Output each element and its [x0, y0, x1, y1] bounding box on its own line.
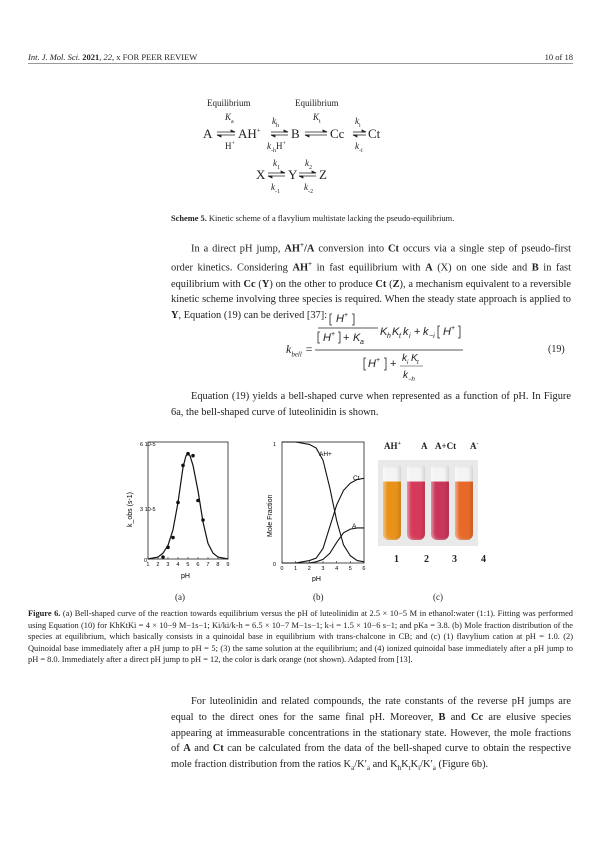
scheme-AH: AH+ [238, 126, 261, 141]
equation-lhs: $k_{bell}$ = [286, 342, 313, 359]
data-point [166, 546, 170, 550]
scheme-X: X [256, 167, 266, 182]
svg-text:h: h [387, 333, 391, 340]
vial-label-2: A [421, 441, 428, 451]
data-point [161, 555, 165, 559]
svg-text:+: + [414, 326, 421, 338]
scheme-Y: Y [288, 167, 298, 182]
x-tick-label: 5 [186, 562, 190, 568]
svg-text:k: k [423, 326, 429, 338]
vial [383, 466, 401, 540]
data-point [176, 501, 180, 505]
y-tick-label: 0 [144, 558, 148, 564]
paragraph-3: For luteolinidin and related compounds, the rate constants of the reverse pH jumps are equal to the direct ones for the same final pH. Moreover, B and Cc are elusive species appearing at immeasurable concentrations in the stationary state. However, the mole fractions of A and Ct can be calculated from the data of the bell-shaped curve to obtain the respective mole fraction distribution from the ratios $K_a/K'_a$ and $K_hK_tK_i/K'_a$ (Figure 6b). [171, 696, 571, 773]
scheme-k1: $k_1$ [273, 158, 280, 171]
scheme-k-1: $k_{-1}$ [271, 182, 280, 195]
svg-text:K: K [392, 326, 400, 338]
svg-text:+: + [376, 357, 381, 364]
vial [407, 466, 425, 540]
series-label-ah: AH+ [319, 451, 332, 458]
equation-19 [280, 308, 500, 388]
panel-label-c: (c) [433, 592, 443, 602]
x-tick-label: 4 [335, 566, 339, 572]
header-rest: , x FOR PEER REVIEW [112, 52, 198, 62]
svg-text:k: k [403, 326, 409, 338]
scheme-k2: $k_2$ [305, 158, 312, 171]
vial [455, 466, 473, 540]
y-tick-label: 3 10-5 [140, 507, 156, 513]
figure-6b-chart [262, 432, 377, 582]
page-number: 10 of 18 [544, 52, 573, 62]
svg-text:H: H [443, 326, 451, 338]
svg-text:H: H [323, 332, 331, 344]
vials-photo [378, 460, 478, 546]
svg-text:+: + [331, 331, 336, 338]
vial-number-2: 2 [424, 554, 429, 565]
x-tick-label: 3 [166, 562, 170, 568]
journal-year: 2021 [82, 52, 100, 62]
x-tick-label: 6 [362, 566, 366, 572]
data-point [201, 518, 205, 522]
vial-label-4: A- [470, 441, 479, 451]
scheme-Z: Z [319, 167, 327, 182]
journal-name: Int. J. Mol. Sci. [28, 52, 81, 62]
scheme-k-2: $k_{-2}$ [304, 182, 313, 195]
series-line [282, 528, 364, 563]
scheme-Ct: Ct [368, 126, 381, 141]
svg-text:K: K [353, 332, 361, 344]
svg-text:+: + [344, 312, 349, 319]
x-tick-label: 4 [176, 562, 180, 568]
scheme-ki: $k_i$ [355, 116, 361, 129]
fit-curve [148, 454, 228, 559]
x-tick-label: 2 [307, 566, 311, 572]
scheme-eq-label-2: Equilibrium [295, 98, 339, 108]
scheme-Kt: $K_t$ [313, 112, 321, 125]
panel-label-a: (a) [175, 592, 185, 602]
x-axis-label: pH [312, 576, 321, 582]
svg-text:k: k [402, 353, 407, 364]
equation-number: (19) [548, 344, 565, 355]
vial [431, 466, 449, 540]
header-rule [28, 63, 573, 64]
x-axis-label: pH [181, 573, 190, 580]
data-point [196, 499, 200, 503]
running-header: Int. J. Mol. Sci. 2021, 22, x FOR PEER REVIEW [28, 52, 198, 62]
svg-text:+: + [451, 325, 456, 332]
svg-text:i: i [407, 360, 409, 366]
figure-6c-photo [378, 440, 486, 570]
vial-label-1: AH+ [384, 441, 401, 451]
scheme-eq-label-1: Equilibrium [207, 98, 251, 108]
svg-text:K: K [411, 353, 418, 364]
x-tick-label: 5 [348, 566, 352, 572]
y-axis-label: Mole Fraction [267, 494, 274, 537]
x-tick-label: 9 [226, 562, 230, 568]
plot-frame [148, 442, 228, 559]
scheme-k-h: $k_{-h}H^+$ [267, 141, 286, 154]
scheme-kh: $k_h$ [272, 116, 279, 129]
figure-6a-chart [110, 432, 240, 582]
x-tick-label: 1 [294, 566, 298, 572]
data-point [191, 454, 195, 458]
x-tick-label: 3 [321, 566, 325, 572]
x-tick-label: 7 [206, 562, 210, 568]
y-tick-label: 0 [273, 562, 277, 568]
svg-text:−h: −h [408, 377, 415, 383]
scheme-B: B [291, 126, 300, 141]
data-point [171, 536, 175, 540]
x-tick-label: 8 [216, 562, 220, 568]
vial-label-3: A+Ct [435, 441, 457, 451]
y-axis-label: k_obs (s-1) [127, 491, 134, 527]
svg-text:H: H [336, 313, 344, 325]
kinetic-scheme [195, 96, 425, 196]
svg-text:t: t [417, 360, 419, 366]
journal-volume: 22 [103, 52, 113, 62]
vial-number-3: 3 [452, 554, 457, 565]
svg-text:t: t [399, 333, 401, 340]
svg-text:−i: −i [429, 333, 435, 340]
paragraph-2: Equation (19) yields a bell-shaped curve when represented as a function of pH. In Figure 6a, the bell-shaped curve of luteolinidin is shown. [171, 391, 571, 418]
x-tick-label: 1 [146, 562, 150, 568]
svg-text:+: + [390, 358, 397, 370]
series-line [282, 478, 364, 563]
y-tick-label: 6 10-5 [140, 442, 156, 448]
svg-text:a: a [360, 339, 364, 346]
svg-text:K: K [380, 326, 388, 338]
scheme-Cc: Cc [330, 126, 345, 141]
panel-label-b: (b) [313, 592, 324, 602]
scheme-caption: Scheme 5. Kinetic scheme of a flavylium multistate lacking the pseudo-equilibrium. [171, 214, 455, 223]
series-line [282, 442, 364, 562]
series-label-ct: Ct [353, 475, 360, 482]
x-tick-label: 6 [196, 562, 200, 568]
scheme-Hplus: H+ [225, 141, 235, 151]
x-tick-label: 0 [280, 566, 284, 572]
scheme-Ka: $K_a$ [225, 112, 234, 125]
series-label-a: A [352, 523, 357, 530]
svg-text:k: k [403, 370, 408, 381]
paragraph-1: In a direct pH jump, AH+/A conversion into Ct occurs via a single step of pseudo-first order kinetics. Considering AH+ in fast equilibrium with A (X) on one side and B in fast equilibrium with Cc (Y) on the other to produce Ct (Z), a mechanism equivalent to a reversible kinetic scheme involving three species is required. When the steady state approach is applied to Y, Equation (19) can be derived [37]: [171, 241, 572, 322]
x-tick-label: 2 [156, 562, 160, 568]
data-point [186, 452, 190, 456]
svg-text:H: H [368, 358, 376, 370]
y-tick-label: 1 [273, 442, 277, 448]
scheme-k-i: $k_{-i}$ [355, 141, 363, 154]
vial-number-1: 1 [394, 554, 399, 565]
figure-6-caption: Figure 6. (a) Bell-shaped curve of the reaction towards equilibrium versus the pH of luteolinidin at 2.5 × 10−5 M in ethanol:water (1:1). Fitting was performed using Equation (10) for KhKtKi = 4 × 10−9 M−1s−1; Ki/ki/k-h = 6.5 × 10−7 M−1s−1; k-i = 1.5 × 10−6 s−1; and pKa = 3.8. (b) Mole fraction distribution of the species at equilibrium, which basically consists in a quinoidal base in equilibrium with trans-chalcone in CB; and (c) (1) flavylium cation at pH = 1.0. (2) Quinoidal base immediately after a pH jump to pH = 5; (3) the same solution at the equilibrium; and (4) ionized quinoidal base immediately after a pH jump to pH = 8.0. Immediately after a direct pH jump to pH = 12, the color is dark orange (not shown). Adapted from [13]. [28, 609, 573, 664]
data-point [181, 464, 185, 468]
scheme-A: A [203, 126, 213, 141]
svg-text:i: i [409, 333, 411, 340]
svg-text:+: + [343, 332, 350, 344]
vial-number-4: 4 [481, 554, 486, 565]
